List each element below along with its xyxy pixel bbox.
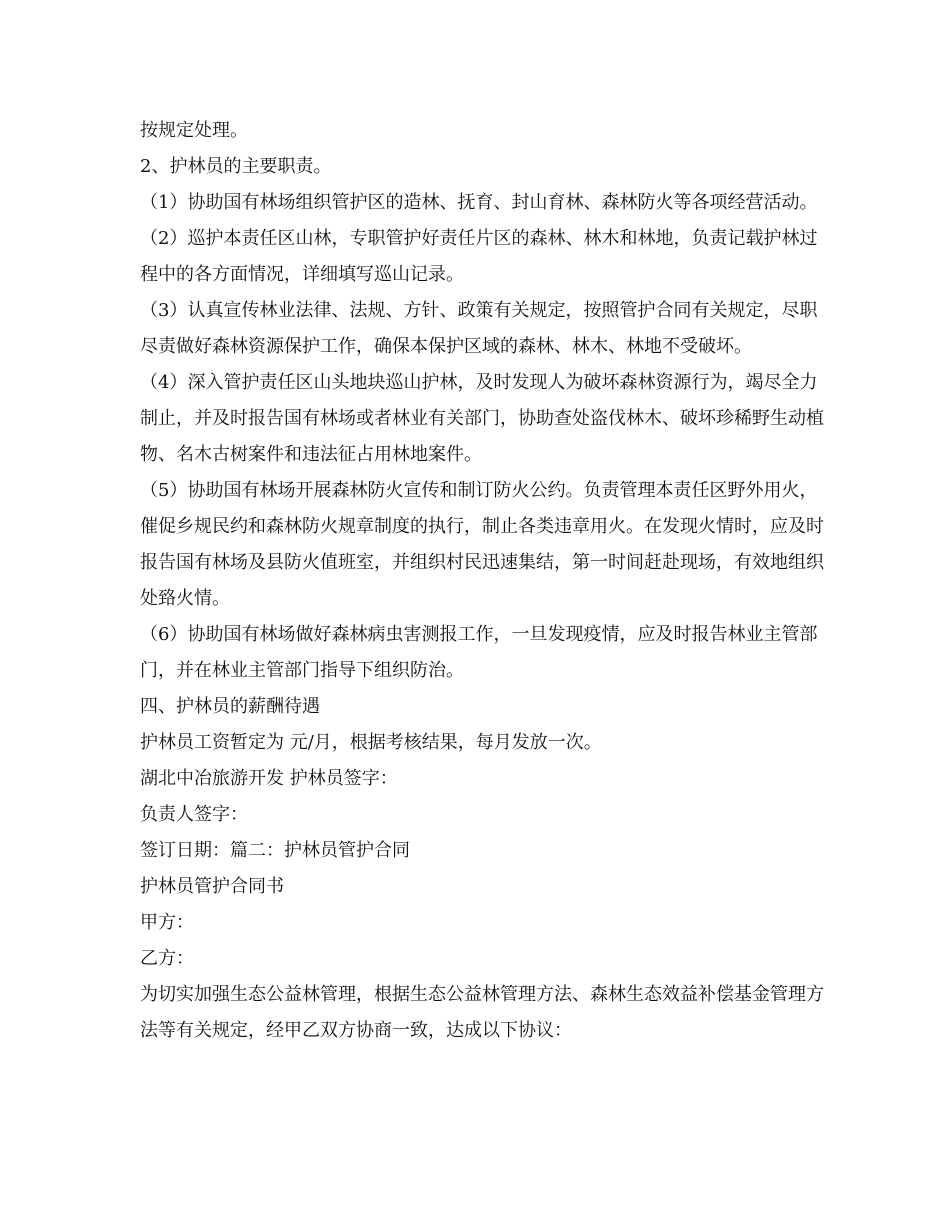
duty-item-1: （1）协助国有林场组织管护区的造林、抚育、封山育林、森林防火等各项经营活动。: [140, 192, 818, 213]
duty-item-5: （5）协助国有林场开展森林防火宣传和制订防火公约。负责管理本责任区野外用火，催促乡规民约和森林防火规章制度的执行，制止各类违章用火。在发现火情时，应及时报告国有林场及县防火值班室，并组织村民迅速集结，第一时间赶赴现场，有效地组织处臵火情。: [140, 480, 824, 609]
duty-item-4: （4）深入管护责任区山头地块巡山护林，及时发现人为破坏森林资源行为，竭尽全力制止，并及时报告国有林场或者林业有关部门，协助查处盗伐林木、破坏珍稀野生动植物、名木古树案件和违法征占用林地案件。: [140, 372, 824, 465]
signing-date-line: 签订日期：篇二：护林员管护合同: [140, 840, 410, 861]
party-a-line: 甲方：: [140, 912, 194, 933]
paragraph-continuation: 按规定处理。: [140, 120, 248, 141]
salary-paragraph: 护林员工资暂定为 元/月，根据考核结果，每月发放一次。: [140, 732, 602, 753]
contract-title: 护林员管护合同书: [140, 876, 284, 897]
document-body: [140, 113, 830, 1049]
signature-manager-line: 负责人签字：: [140, 804, 248, 825]
section-heading-duties: 2、护林员的主要职责。: [140, 156, 332, 177]
duty-item-2: （2）巡护本责任区山林，专职管护好责任片区的森林、林木和林地，负责记载护林过程中的各方面情况，详细填写巡山记录。: [140, 228, 818, 285]
party-b-line: 乙方：: [140, 948, 194, 969]
signature-ranger-line: 湖北中冶旅游开发 护林员签字：: [140, 768, 398, 789]
duty-item-3: （3）认真宣传林业法律、法规、方针、政策有关规定，按照管护合同有关规定，尽职尽责做好森林资源保护工作，确保本保护区域的森林、林木、林地不受破坏。: [140, 300, 818, 357]
contract-preamble: 为切实加强生态公益林管理，根据生态公益林管理方法、森林生态效益补偿基金管理方法等有关规定，经甲乙双方协商一致，达成以下协议：: [140, 984, 824, 1041]
section-heading-salary: 四、护林员的薪酬待遇: [140, 696, 320, 717]
duty-item-6: （6）协助国有林场做好森林病虫害测报工作，一旦发现疫情，应及时报告林业主管部门，并在林业主管部门指导下组织防治。: [140, 624, 818, 681]
